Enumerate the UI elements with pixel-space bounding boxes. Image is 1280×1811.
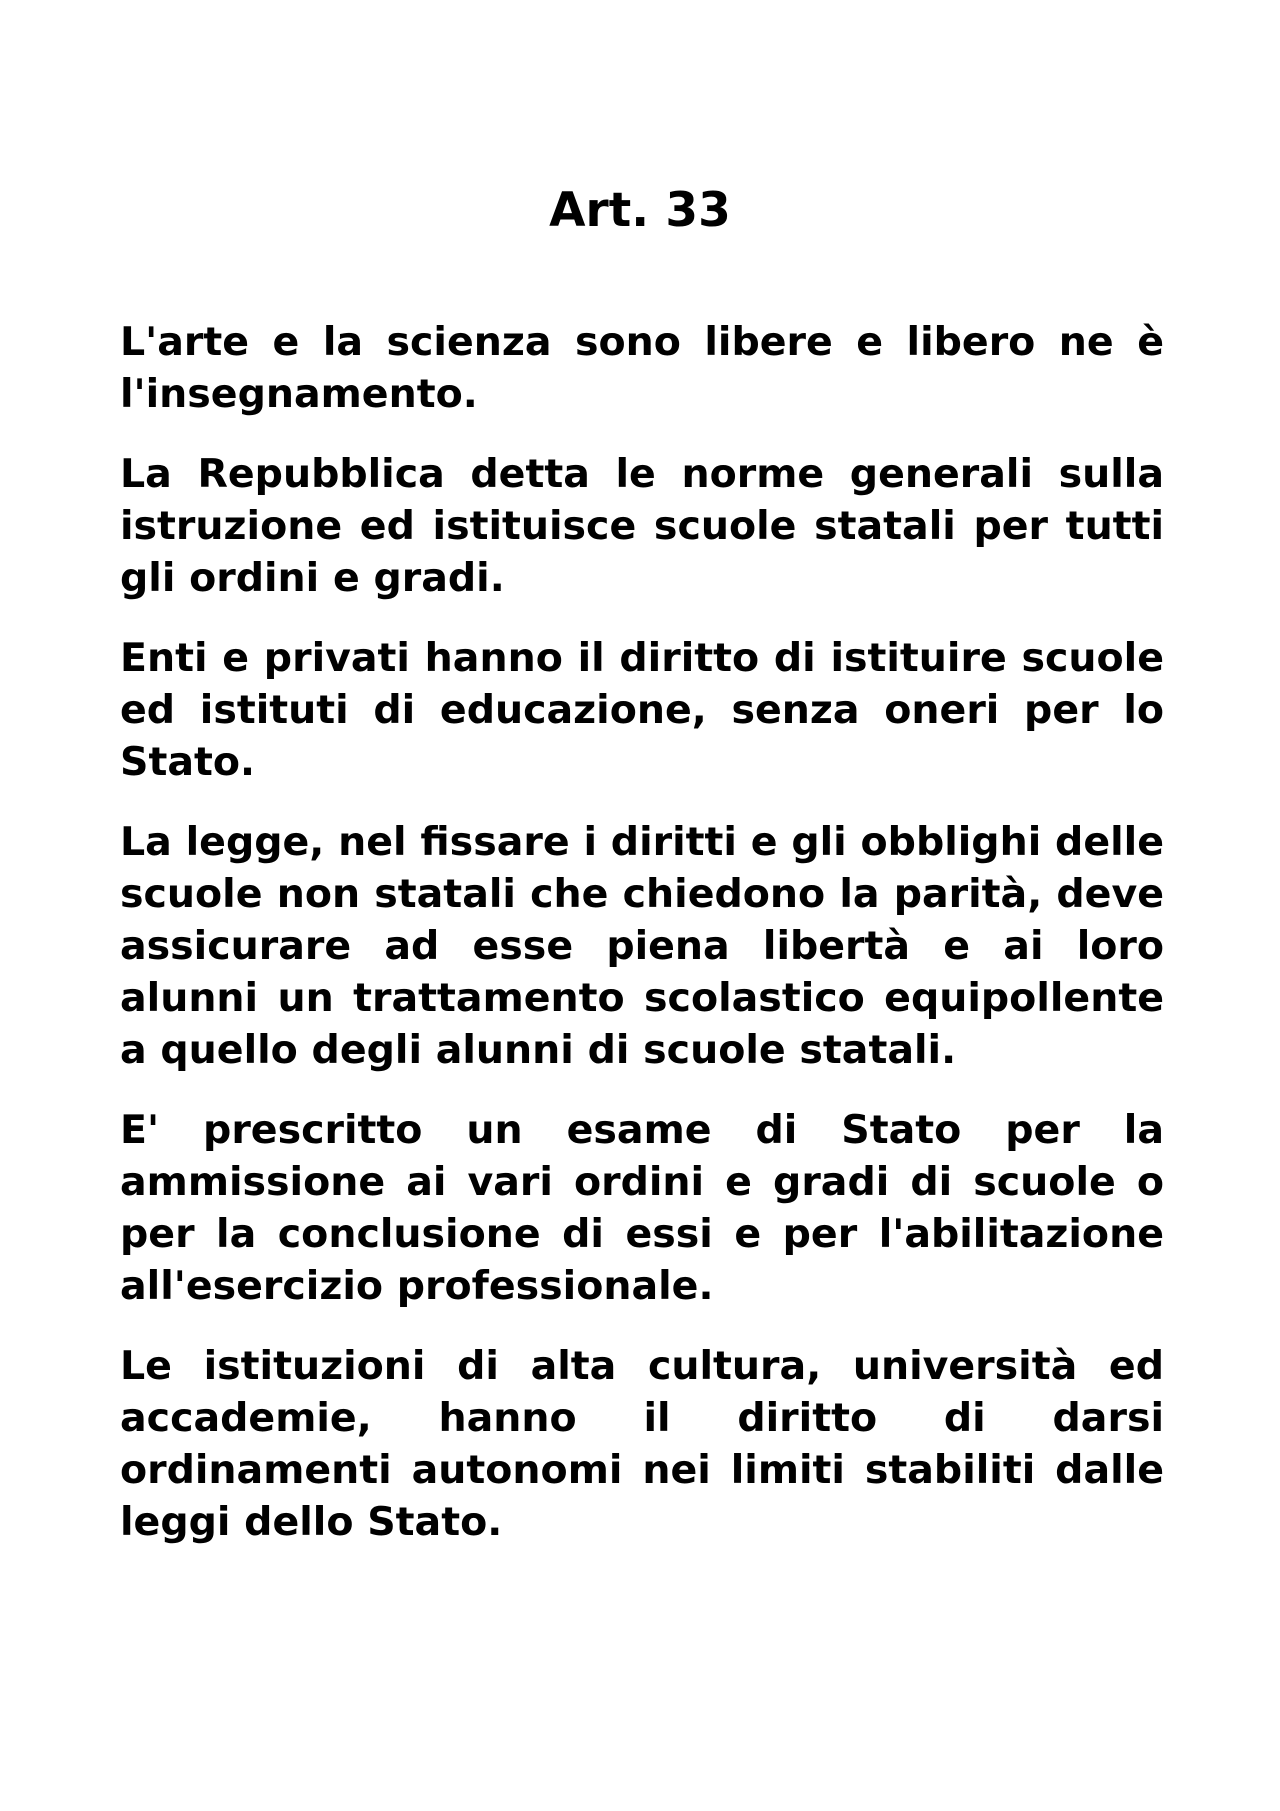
paragraph-5: E' prescritto un esame di Stato per la ammissione ai vari ordini e gradi di scuole o per la conclusione di essi e per l'abilitazione all'esercizio professionale. (120, 1107, 1164, 1309)
article-body (120, 316, 1164, 1576)
paragraph-2: La Repubblica detta le norme generali sulla istruzione ed istituisce scuole statali per tutti gli ordini e gradi. (120, 451, 1164, 601)
paragraph-4: La legge, nel fissare i diritti e gli obblighi delle scuole non statali che chiedono la parità, deve assicurare ad esse piena libertà e ai loro alunni un trattamento scolastico equipollente a quello degli alunni di scuole statali. (120, 819, 1164, 1073)
paragraph-1: L'arte e la scienza sono libere e libero ne è l'insegnamento. (120, 319, 1164, 417)
paragraph-6: Le istituzioni di alta cultura, università ed accademie, hanno il diritto di darsi ordinamenti autonomi nei limiti stabiliti dalle leggi dello Stato. (120, 1343, 1164, 1545)
article-title: Art. 33 (549, 183, 731, 238)
paragraph-3: Enti e privati hanno il diritto di istituire scuole ed istituti di educazione, senza oneri per lo Stato. (120, 635, 1164, 785)
